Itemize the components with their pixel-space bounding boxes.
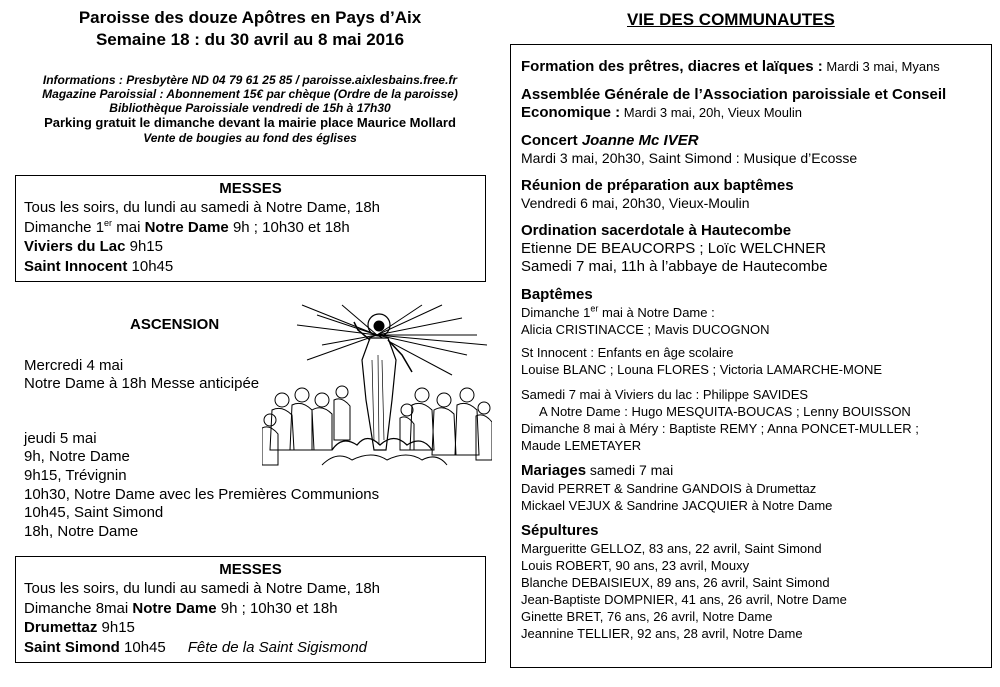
ascension-line: 10h45, Saint Simond (24, 504, 164, 521)
messes-title: MESSES (219, 561, 282, 578)
messes-line: Tous les soirs, du lundi au samedi à Notre Dame, 18h (24, 580, 381, 597)
ascension-illustration (262, 300, 492, 475)
info-line: Informations : Presbytère ND 04 79 61 25 85 / paroisse.aixlesbains.free.fr (42, 73, 458, 87)
bapteme-line: A Notre Dame : Hugo MESQUITA-BOUCAS ; Lenny BOUISSON (539, 404, 911, 419)
ascension-line: 9h15, Trévignin (24, 467, 127, 484)
bapteme-line: Dimanche 8 mai à Méry : Baptiste REMY ; Anna PONCET-MULLER ; (521, 421, 919, 436)
bapteme-line: St Innocent : Enfants en âge scolaire (521, 345, 734, 360)
baptemes-title: Baptêmes (521, 286, 593, 303)
messes-line: Drumettaz 9h15 (24, 619, 135, 636)
ascension-line: 10h30, Notre Dame avec les Premières Communions (24, 486, 380, 503)
sepulture-line: Blanche DEBAISIEUX, 89 ans, 26 avril, Saint Simond (521, 575, 830, 590)
sepulture-line: Louis ROBERT, 90 ans, 23 avril, Mouxy (521, 558, 750, 573)
mariage-line: David PERRET & Sandrine GANDOIS à Drumettaz (521, 481, 817, 496)
messes-box-2 (15, 556, 486, 663)
messes-line: Saint Simond 10h45 Fête de la Saint Sigismond (24, 638, 368, 656)
messes-line: Dimanche 1er mai Notre Dame 9h ; 10h30 et 18h (24, 217, 350, 236)
concert-title: Concert Joanne Mc IVER (521, 132, 699, 149)
parish-title: Paroisse des douze Apôtres en Pays d’Aix (78, 8, 422, 27)
concert-detail: Mardi 3 mai, 20h30, Saint Simond : Musique d’Ecosse (521, 150, 858, 166)
magazine-line: Magazine Paroissial : Abonnement 15€ par chèque (Ordre de la paroisse) (42, 87, 458, 101)
messes-line: Saint Innocent 10h45 (24, 257, 174, 275)
ascension-line: Notre Dame à 18h Messe anticipée (24, 375, 260, 392)
ascension-line: Mercredi 4 mai (24, 357, 124, 374)
sepulture-line: Jean-Baptiste DOMPNIER, 41 ans, 26 avril, Notre Dame (521, 592, 847, 607)
library-line: Bibliothèque Paroissiale vendredi de 15h à 17h30 (109, 101, 391, 115)
sepulture-line: Ginette BRET, 76 ans, 26 avril, Notre Dame (521, 609, 773, 624)
candles-line: Vente de bougies au fond des églises (143, 131, 357, 145)
sepulture-line: Jeannine TELLIER, 92 ans, 28 avril, Notre Dame (521, 626, 803, 641)
messes-box-1 (15, 175, 486, 282)
reunion-detail: Vendredi 6 mai, 20h30, Vieux-Moulin (521, 195, 750, 211)
assemblee-section: Economique : Mardi 3 mai, 20h, Vieux Moulin (521, 104, 803, 121)
vie-title: VIE DES COMMUNAUTES (627, 10, 835, 29)
mariage-line: Mickael VEJUX & Sandrine JACQUIER à Notre Dame (521, 498, 833, 513)
messes-line: Viviers du Lac 9h15 (24, 238, 163, 255)
ordination-line: Samedi 7 mai, 11h à l’abbaye de Hautecombe (521, 258, 828, 275)
bapteme-line: Dimanche 1er mai à Notre Dame : (521, 303, 715, 320)
ascension-line: 18h, Notre Dame (24, 523, 139, 540)
parking-line: Parking gratuit le dimanche devant la mairie place Maurice Mollard (44, 115, 456, 130)
mariages-title: Mariages samedi 7 mai (521, 462, 674, 479)
sepultures-title: Sépultures (521, 522, 599, 539)
bapteme-line: Samedi 7 mai à Viviers du lac : Philippe SAVIDES (521, 387, 809, 402)
bapteme-line: Louise BLANC ; Louna FLORES ; Victoria LAMARCHE-MONE (521, 362, 883, 377)
ordination-title: Ordination sacerdotale à Hautecombe (521, 222, 792, 239)
ascension-line: 9h, Notre Dame (24, 448, 130, 465)
sepulture-line: Margueritte GELLOZ, 83 ans, 22 avril, Saint Simond (521, 541, 822, 556)
ascension-title: ASCENSION (130, 316, 220, 333)
ordination-line: Etienne DE BEAUCORPS ; Loïc WELCHNER (521, 240, 827, 257)
formation-section: Formation des prêtres, diacres et laïques : Mardi 3 mai, Myans (521, 58, 940, 75)
messes-line: Dimanche 8mai Notre Dame 9h ; 10h30 et 18h (24, 599, 338, 617)
vie-content (521, 58, 986, 642)
reunion-title: Réunion de préparation aux baptêmes (521, 177, 794, 194)
ascension-line: jeudi 5 mai (24, 430, 97, 447)
assemblee-title: Assemblée Générale de l’Association paroissiale et Conseil (521, 86, 947, 103)
bapteme-line: Maude LEMETAYER (521, 438, 642, 453)
bapteme-line: Alicia CRISTINACCE ; Mavis DUCOGNON (521, 322, 770, 337)
messes-title: MESSES (219, 180, 282, 197)
messes-line: Tous les soirs, du lundi au samedi à Notre Dame, 18h (24, 199, 381, 216)
week-title: Semaine 18 : du 30 avril au 8 mai 2016 (95, 30, 405, 49)
